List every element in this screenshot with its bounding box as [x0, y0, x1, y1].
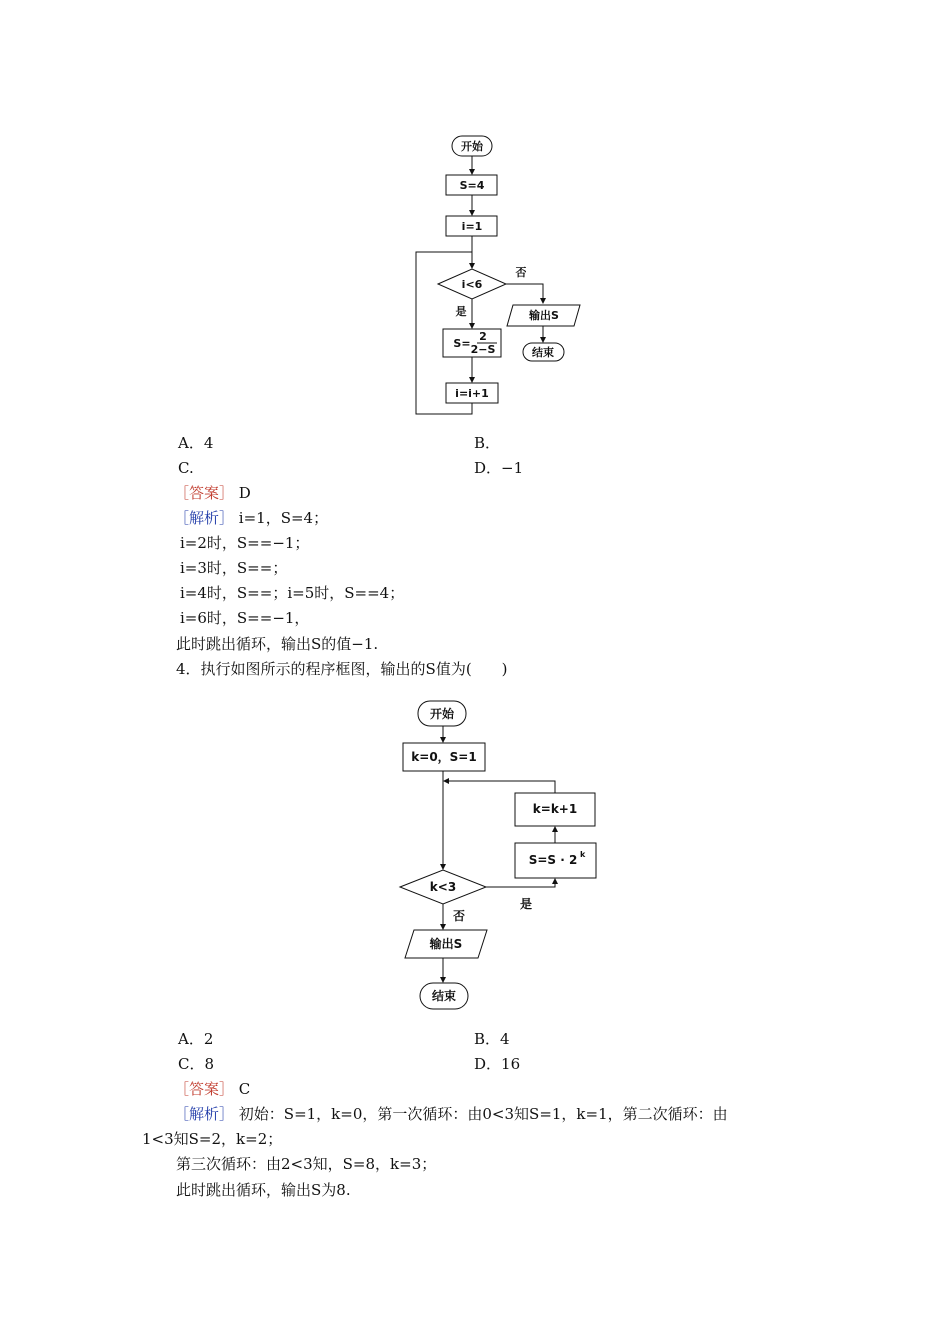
q4-analysis-line-1	[174, 1104, 728, 1124]
q3-option-c: C.	[178, 459, 194, 477]
fc1-init-i-label: i=1	[461, 220, 483, 233]
q4-option-c: C．8	[178, 1055, 215, 1073]
q4-answer-value: C	[238, 1080, 251, 1098]
fc2-yes-label: 是	[519, 897, 533, 911]
fc1-output-label: 输出S	[529, 309, 559, 322]
fc2-loop-back-line	[444, 781, 555, 793]
fc1-no-label: 否	[515, 266, 527, 279]
fc1-yes-label: 是	[455, 305, 467, 318]
q3-option-a: A．4	[178, 434, 214, 452]
q3-analysis-step-4: i=4时，S==；i=5时，S==4；	[180, 584, 405, 602]
fc2-condition-label: k<3	[429, 880, 457, 894]
fc2-incr-label: k=k+1	[532, 802, 578, 816]
fc2-no-label: 否	[452, 909, 466, 923]
fc2-assign-label: S=S · 2	[528, 853, 578, 867]
q3-answer-line	[174, 483, 251, 503]
q4-answer-tag: ［答案］	[174, 1080, 235, 1098]
fc1-assign-lhs: S=	[453, 337, 471, 350]
q4-analysis-text-1: 初始：S=1，k=0，第一次循环：由0<3知S=1，k=1，第二次循环：由	[238, 1105, 728, 1123]
fc2-output-label: 输出S	[429, 937, 463, 951]
q4-option-d: D．16	[474, 1055, 521, 1073]
q3-option-b: B．	[474, 434, 501, 452]
fc2-init-label: k=0，S=1	[411, 750, 477, 764]
q4-analysis-text-2: 1<3知S=2，k=2；	[142, 1130, 283, 1148]
q3-option-d: D．−1	[474, 459, 524, 477]
fc1-end-label: 结束	[532, 346, 554, 359]
flowchart-2	[395, 695, 610, 1015]
fc2-end-label: 结束	[431, 989, 457, 1003]
fc2-assign-exponent: k	[580, 850, 586, 859]
fc1-start-label: 开始	[461, 140, 483, 153]
q3-answer-value: D	[238, 484, 251, 502]
q4-analysis-tag: ［解析］	[174, 1105, 235, 1123]
flowchart-1	[400, 128, 600, 420]
q3-answer-tag: ［答案］	[174, 484, 235, 502]
fc1-incr-label: i=i+1	[455, 387, 489, 400]
q4-option-b: B．4	[474, 1030, 510, 1048]
q3-analysis-step-5: i=6时，S==−1，	[180, 609, 310, 627]
fc1-frac-num: 2	[479, 330, 487, 343]
fc2-start-label: 开始	[429, 707, 455, 721]
q4-analysis-text-3: 第三次循环：由2<3知，S=8，k=3；	[176, 1155, 437, 1173]
q4-answer-line	[174, 1079, 250, 1099]
q3-analysis-line	[174, 508, 328, 528]
q4-stem: 4．执行如图所示的程序框图，输出的S值为( )	[176, 660, 508, 678]
q4-option-a: A．2	[178, 1030, 214, 1048]
q3-analysis-step-2: i=2时，S==−1；	[180, 534, 310, 552]
q3-analysis-conclusion: 此时跳出循环，输出S的值−1.	[176, 635, 379, 653]
fc1-frac-den: 2−S	[470, 343, 496, 356]
q3-analysis-tag: ［解析］	[174, 509, 235, 527]
fc1-condition-label: i<6	[461, 278, 483, 291]
q3-analysis-step-3: i=3时，S==；	[180, 559, 288, 577]
q4-analysis-text-4: 此时跳出循环，输出S为8.	[176, 1181, 351, 1199]
fc1-init-s-label: S=4	[459, 179, 485, 192]
q3-analysis-step-1: i=1，S=4；	[238, 509, 329, 527]
